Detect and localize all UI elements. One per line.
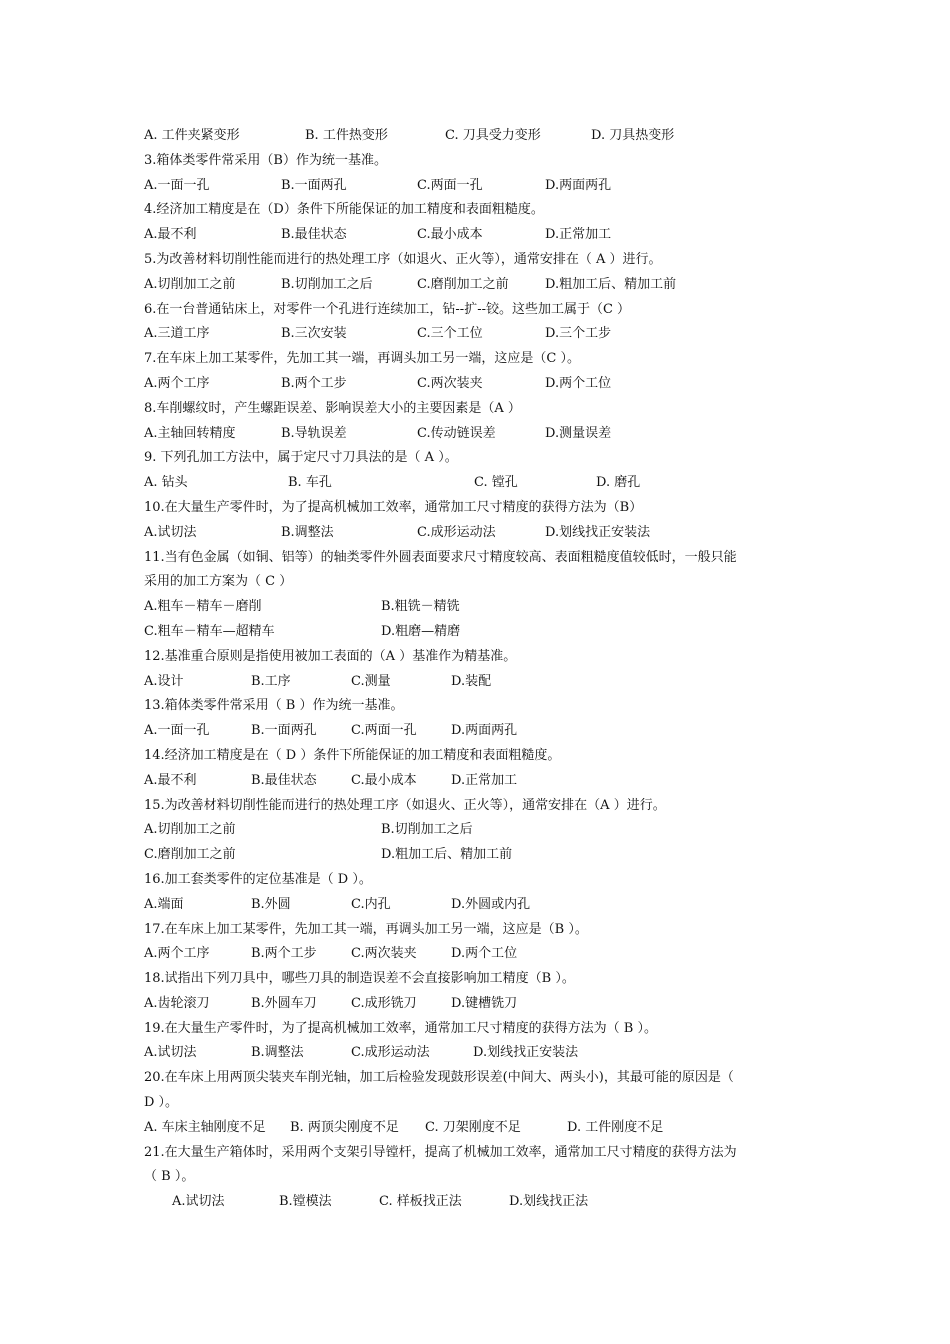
options-line xyxy=(144,322,824,347)
question-text: 3.箱体类零件常采用（B）作为统一基准。 xyxy=(144,152,387,168)
option-a: A.粗车－精车－磨削 xyxy=(144,599,262,615)
option-d: D.装配 xyxy=(451,673,492,689)
option-a: A.最不利 xyxy=(144,772,197,788)
option-d: D. 磨孔 xyxy=(596,475,641,491)
option-a: A.切削加工之前 xyxy=(144,276,236,292)
option-b: B.三次安装 xyxy=(281,326,347,342)
option-d: D.粗加工后、精加工前 xyxy=(545,276,677,292)
option-a: A.端面 xyxy=(144,896,184,912)
option-c: C. 镗孔 xyxy=(474,475,518,491)
question-text: 6.在一台普通钻床上，对零件一个孔进行连续加工，钻--扩--铰。这些加工属于（C ） xyxy=(144,301,631,317)
options-line xyxy=(144,843,824,868)
option-b: B.调整法 xyxy=(251,1045,304,1061)
question-line xyxy=(144,1066,824,1091)
option-c: C.磨削加工之前 xyxy=(417,276,509,292)
question-text: 12.基准重合原则是指使用被加工表面的（A ）基准作为精基准。 xyxy=(144,648,517,664)
option-c: C.成形运动法 xyxy=(417,524,496,540)
options-line xyxy=(144,670,824,695)
option-b: B.两个工步 xyxy=(251,946,317,962)
option-a: C.磨削加工之前 xyxy=(144,847,236,863)
question-text: D ）。 xyxy=(144,1095,179,1111)
option-c: C.最小成本 xyxy=(351,772,417,788)
option-b: B.粗铣－精铣 xyxy=(381,599,460,615)
question-text: （ B ）。 xyxy=(144,1169,195,1185)
question-text: 5.为改善材料切削性能而进行的热处理工序（如退火、正火等），通常安排在（ A ）进行。 xyxy=(144,251,662,267)
options-line xyxy=(144,174,824,199)
options-line xyxy=(144,1116,824,1141)
options-line xyxy=(144,273,824,298)
question-text: 16.加工套类零件的定位基准是（ D ）。 xyxy=(144,871,372,887)
option-c: C.两次装夹 xyxy=(351,946,417,962)
option-a: A.一面一孔 xyxy=(144,723,210,739)
option-d: D.两面两孔 xyxy=(545,177,612,193)
option-a: A.三道工序 xyxy=(144,326,210,342)
question-line xyxy=(144,149,824,174)
option-b: B. 车孔 xyxy=(288,475,332,491)
option-a: A. 钻头 xyxy=(144,475,188,491)
options-line xyxy=(144,620,824,645)
option-c: C.成形运动法 xyxy=(351,1045,430,1061)
option-d: D.三个工步 xyxy=(545,326,612,342)
option-d: D.外圆或内孔 xyxy=(451,896,531,912)
option-b: B.导轨误差 xyxy=(281,425,347,441)
document-body xyxy=(144,124,824,1215)
option-a: A.试切法 xyxy=(144,1045,197,1061)
question-text: 10.在大量生产零件时，为了提高机械加工效率，通常加工尺寸精度的获得方法为（B） xyxy=(144,499,643,515)
option-a: A.切削加工之前 xyxy=(144,822,236,838)
option-d: D.两个工位 xyxy=(451,946,518,962)
options-line xyxy=(144,818,824,843)
option-b: B.镗模法 xyxy=(279,1194,332,1210)
option-a: A.试切法 xyxy=(172,1194,225,1210)
question-line xyxy=(144,248,824,273)
option-b: B.切削加工之后 xyxy=(281,276,373,292)
question-line xyxy=(144,198,824,223)
options-line xyxy=(144,372,824,397)
options-line xyxy=(144,124,824,149)
question-line xyxy=(144,347,824,372)
option-b: B.一面两孔 xyxy=(251,723,317,739)
option-d: D.键槽铣刀 xyxy=(451,995,518,1011)
question-line xyxy=(144,570,824,595)
question-line xyxy=(144,744,824,769)
option-d: D.正常加工 xyxy=(451,772,518,788)
question-text: 8.车削螺纹时，产生螺距误差、影响误差大小的主要因素是（A ） xyxy=(144,400,521,416)
question-line xyxy=(144,868,824,893)
option-d: D.划线找正安装法 xyxy=(473,1045,579,1061)
question-line xyxy=(144,1091,824,1116)
options-line xyxy=(144,1041,824,1066)
options-line xyxy=(144,992,824,1017)
option-b: B. 工件热变形 xyxy=(305,128,388,143)
options-line xyxy=(144,223,824,248)
option-b: B.最佳状态 xyxy=(281,227,347,243)
question-line xyxy=(144,1017,824,1042)
options-line xyxy=(144,521,824,546)
option-a: A.一面一孔 xyxy=(144,177,210,193)
question-line xyxy=(144,1141,824,1166)
question-line xyxy=(144,298,824,323)
option-c: C.两面一孔 xyxy=(351,723,417,739)
option-d: D. 刀具热变形 xyxy=(591,128,675,143)
option-a: A.两个工序 xyxy=(144,946,210,962)
option-c: C.两次装夹 xyxy=(417,375,483,391)
option-a: A.最不利 xyxy=(144,227,197,243)
option-c: C.最小成本 xyxy=(417,227,483,243)
question-line xyxy=(144,967,824,992)
question-text: 7.在车床上加工某零件，先加工其一端，再调头加工另一端，这应是（C ）。 xyxy=(144,351,580,367)
question-line xyxy=(144,496,824,521)
option-c: C.传动链误差 xyxy=(417,425,496,441)
question-line xyxy=(144,397,824,422)
option-c: C. 样板找正法 xyxy=(379,1194,462,1210)
question-line xyxy=(144,645,824,670)
question-text: 20.在车床上用两顶尖装夹车削光轴，加工后检验发现鼓形误差(中间大、两头小)，其最可能的原因是（ xyxy=(144,1070,734,1086)
question-line xyxy=(144,794,824,819)
options-line xyxy=(144,471,824,496)
option-d: D. 工件刚度不足 xyxy=(567,1119,664,1135)
question-text: 14.经济加工精度是在（ D ）条件下所能保证的加工精度和表面粗糙度。 xyxy=(144,747,561,763)
options-line xyxy=(144,769,824,794)
option-b: B.两个工步 xyxy=(281,375,347,391)
options-line xyxy=(144,1190,824,1215)
option-c: C.测量 xyxy=(351,673,391,689)
options-line xyxy=(144,942,824,967)
question-text: 19.在大量生产零件时，为了提高机械加工效率，通常加工尺寸精度的获得方法为（ B ）。 xyxy=(144,1020,657,1036)
question-text: 采用的加工方案为（ C ） xyxy=(144,574,293,590)
option-c: C. 刀架刚度不足 xyxy=(425,1119,521,1135)
option-b: B.最佳状态 xyxy=(251,772,317,788)
option-a: A.试切法 xyxy=(144,524,197,540)
question-text: 21.在大量生产箱体时，采用两个支架引导镗杆，提高了机械加工效率，通常加工尺寸精度的获得方法为 xyxy=(144,1144,737,1160)
question-text: 9. 下列孔加工方法中，属于定尺寸刀具法的是（ A ）。 xyxy=(144,450,458,466)
question-text: 17.在车床上加工某零件，先加工其一端，再调头加工另一端，这应是（B ）。 xyxy=(144,921,588,937)
option-a: A.齿轮滚刀 xyxy=(144,995,210,1011)
question-line xyxy=(144,1165,824,1190)
option-b: B.切削加工之后 xyxy=(381,822,473,838)
option-b: B. 两顶尖刚度不足 xyxy=(290,1119,399,1135)
options-line xyxy=(144,719,824,744)
option-d: D.两个工位 xyxy=(545,375,612,391)
option-c: C.内孔 xyxy=(351,896,391,912)
option-a: A.设计 xyxy=(144,673,184,689)
option-b: B.一面两孔 xyxy=(281,177,347,193)
question-text: 13.箱体类零件常采用（ B ）作为统一基准。 xyxy=(144,698,404,714)
option-a: A. 车床主轴刚度不足 xyxy=(144,1119,266,1135)
question-text: 18.试指出下列刀具中，哪些刀具的制造误差不会直接影响加工精度（B ）。 xyxy=(144,971,575,987)
question-text: 15.为改善材料切削性能而进行的热处理工序（如退火、正火等），通常安排在（A ）进行。 xyxy=(144,797,666,813)
option-d: D.正常加工 xyxy=(545,227,612,243)
option-c: C.两面一孔 xyxy=(417,177,483,193)
question-line xyxy=(144,546,824,571)
option-b: B.调整法 xyxy=(281,524,334,540)
option-b: D.粗加工后、精加工前 xyxy=(381,847,513,863)
option-b: B.外圆车刀 xyxy=(251,995,317,1011)
option-a: A. 工件夹紧变形 xyxy=(144,128,240,143)
option-d: D.两面两孔 xyxy=(451,723,518,739)
options-line xyxy=(144,893,824,918)
question-line xyxy=(144,694,824,719)
question-line xyxy=(144,446,824,471)
options-line xyxy=(144,595,824,620)
option-b: B.工序 xyxy=(251,673,291,689)
options-line xyxy=(144,422,824,447)
question-line xyxy=(144,918,824,943)
option-c: C.成形铣刀 xyxy=(351,995,417,1011)
option-b: D.粗磨—精磨 xyxy=(381,623,461,639)
option-c: C. 刀具受力变形 xyxy=(445,128,541,143)
option-d: D.测量误差 xyxy=(545,425,612,441)
option-d: D.划线找正法 xyxy=(509,1194,589,1210)
option-c: C.三个工位 xyxy=(417,326,483,342)
option-a: A.主轴回转精度 xyxy=(144,425,236,441)
option-a: C.粗车－精车—超精车 xyxy=(144,623,275,639)
question-text: 4.经济加工精度是在（D）条件下所能保证的加工精度和表面粗糙度。 xyxy=(144,202,544,218)
option-b: B.外圆 xyxy=(251,896,291,912)
option-d: D.划线找正安装法 xyxy=(545,524,651,540)
question-text: 11.当有色金属（如铜、铝等）的轴类零件外圆表面要求尺寸精度较高、表面粗糙度值较低时，一般只能 xyxy=(144,549,737,565)
option-a: A.两个工序 xyxy=(144,375,210,391)
